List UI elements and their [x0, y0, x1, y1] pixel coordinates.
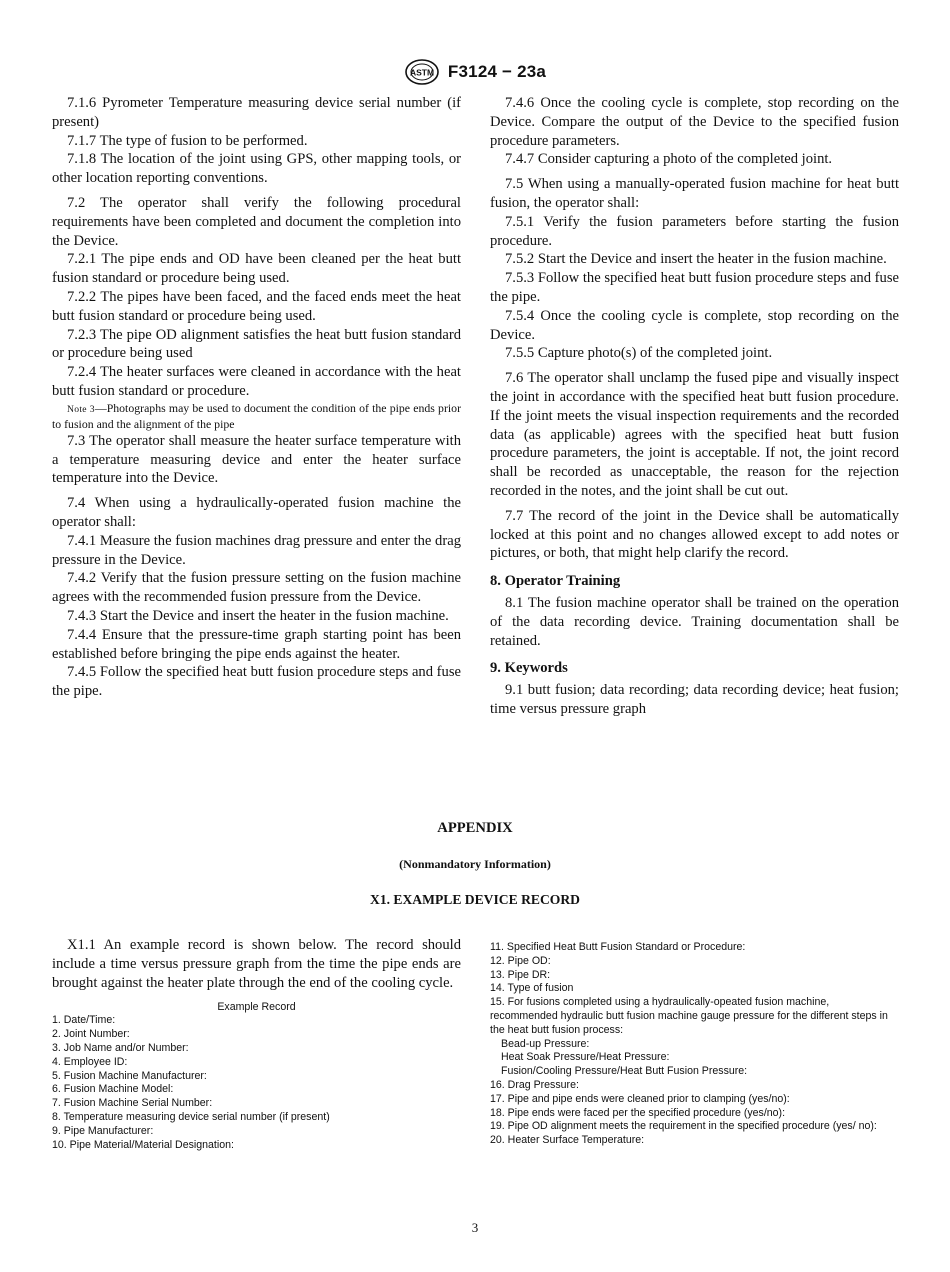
- appendix-left-column: [52, 936, 461, 1152]
- paragraph: 7.4.3 Start the Device and insert the heater in the fusion machine.: [67, 607, 449, 624]
- note-3: [52, 401, 461, 432]
- record-list-left: [52, 1014, 461, 1152]
- page-number: 3: [471, 1220, 479, 1235]
- paragraph: 7.3 The operator shall measure the heater surface temperature with a temperature measuring device and enter the heater surface temperature into the Device.: [52, 432, 461, 487]
- appendix-right-column: [490, 941, 899, 1148]
- right-column: [490, 94, 899, 719]
- paragraph: 7.2.2 The pipes have been faced, and the faced ends meet the heat butt fusion standard or procedure being used.: [52, 288, 461, 324]
- paragraph: 7.1.8 The location of the joint using GPS, other mapping tools, or other location reporting conventions.: [52, 151, 461, 187]
- record-item: 19. Pipe OD alignment meets the requirement in the specified procedure (yes/ no):: [490, 1120, 877, 1133]
- paragraph: 7.4.5 Follow the specified heat butt fusion procedure steps and fuse the pipe.: [52, 664, 461, 700]
- paragraph: 7.4.2 Verify that the fusion pressure setting on the fusion machine agrees with the recommended fusion pressure from the Device.: [52, 570, 461, 606]
- paragraph: 7.7 The record of the joint in the Device shall be automatically locked at this point and no changes allowed except to add notes or pictures, or both, that might help clarify the record.: [490, 507, 899, 562]
- paragraph: 7.4 When using a hydraulically-operated fusion machine the operator shall:: [52, 495, 461, 530]
- paragraph: 7.5.3 Follow the specified heat butt fusion procedure steps and fuse the pipe.: [490, 270, 899, 305]
- appendix-x1-heading: X1. EXAMPLE DEVICE RECORD: [370, 892, 580, 907]
- page-header: [0, 58, 950, 86]
- logo-text: ASTM: [409, 67, 434, 78]
- paragraph: 7.1.7 The type of fusion to be performed.: [67, 132, 308, 149]
- paragraph: 7.5.2 Start the Device and insert the heater in the fusion machine.: [505, 251, 887, 268]
- paragraph: 7.4.7 Consider capturing a photo of the completed joint.: [505, 151, 833, 168]
- paragraph: 7.5.1 Verify the fusion parameters before starting the fusion procedure.: [490, 213, 899, 249]
- record-item: 12. Pipe OD:: [490, 954, 551, 967]
- paragraph: 7.5.5 Capture photo(s) of the completed joint.: [505, 345, 773, 362]
- record-item: 15. For fusions completed using a hydraulically-opeated fusion machine, recommended hydraulic butt fusion machine gauge pressure for the different steps in the heat butt fusion process:: [490, 996, 888, 1036]
- record-item: 4. Employee ID:: [52, 1055, 128, 1068]
- record-item: 11. Specified Heat Butt Fusion Standard or Procedure:: [490, 941, 746, 953]
- record-item: 20. Heater Surface Temperature:: [490, 1134, 645, 1147]
- paragraph: 7.2.1 The pipe ends and OD have been cleaned per the heat butt fusion standard or procedure being used.: [52, 251, 461, 287]
- astm-logo-icon: [404, 58, 440, 86]
- left-column: [52, 94, 461, 701]
- record-subitem: Fusion/Cooling Pressure/Heat Butt Fusion Pressure:: [501, 1065, 748, 1078]
- appendix-title: APPENDIX: [437, 820, 513, 836]
- paragraph: 7.4.6 Once the cooling cycle is complete, stop recording on the Device. Compare the output of the Device to the specified fusion procedure parameters.: [490, 95, 899, 149]
- paragraph: 7.1.6 Pyrometer Temperature measuring device serial number (if present): [52, 95, 461, 130]
- record-item: 7. Fusion Machine Serial Number:: [52, 1097, 213, 1110]
- paragraph: 7.2.3 The pipe OD alignment satisfies the heat butt fusion standard or procedure being used: [52, 326, 461, 362]
- paragraph: 7.6 The operator shall unclamp the fused pipe and visually inspect the joint in accordance with the specified heat butt fusion procedure. If the joint meets the visual inspection requirements and the recorded data (as applicable) agrees with the specified heat butt fusion procedure parameters, the joint is acceptable. If not, the joint record shall be recorded as unacceptable, the reason for the rejection recorded in the notes, and the joint shall be cut out.: [490, 370, 899, 499]
- paragraph: 7.4.4 Ensure that the pressure-time graph starting point has been established before bringing the pipe ends against the heater.: [52, 626, 461, 662]
- record-item: 2. Joint Number:: [52, 1028, 130, 1041]
- note-label: Note 3: [67, 403, 95, 415]
- paragraph: 7.2 The operator shall verify the following procedural requirements have been completed and document the completion into the Device.: [52, 194, 461, 249]
- record-item: 14. Type of fusion: [490, 982, 574, 995]
- record-subitem: Bead-up Pressure:: [501, 1037, 590, 1050]
- paragraph: 9.1 butt fusion; data recording; data recording device; heat fusion; time versus pressure graph: [490, 682, 899, 717]
- paragraph: 7.5 When using a manually-operated fusion machine for heat butt fusion, the operator shall:: [490, 176, 899, 211]
- paragraph: 7.4.1 Measure the fusion machines drag pressure and enter the drag pressure in the Device.: [52, 532, 461, 568]
- record-item: 18. Pipe ends were faced per the specified procedure (yes/no):: [490, 1106, 786, 1119]
- document-designation: F3124 − 23a: [447, 62, 547, 81]
- record-item: 17. Pipe and pipe ends were cleaned prior to clamping (yes/no):: [490, 1092, 790, 1105]
- paragraph: 7.5.4 Once the cooling cycle is complete, stop recording on the Device.: [490, 307, 899, 343]
- record-list-right: [490, 941, 899, 1148]
- record-item: 8. Temperature measuring device serial number (if present): [52, 1110, 330, 1123]
- record-item: 5. Fusion Machine Manufacturer:: [52, 1069, 207, 1082]
- note-text: —Photographs may be used to document the condition of the pipe ends prior to fusion and the alignment of the pipe: [52, 400, 461, 431]
- paragraph: 8.1 The fusion machine operator shall be trained on the operation of the data recording device. Training documentation shall be retained.: [490, 594, 899, 649]
- record-item: 3. Job Name and/or Number:: [52, 1041, 189, 1054]
- record-subitem: Heat Soak Pressure/Heat Pressure:: [501, 1051, 670, 1064]
- section-9-heading: 9. Keywords: [490, 660, 568, 677]
- x1-intro: X1.1 An example record is shown below. The record should include a time versus pressure graph from the time the pipe ends are brought against the heater plate through the end of the cooling cycle.: [52, 937, 461, 991]
- record-item: 16. Drag Pressure:: [490, 1078, 579, 1091]
- record-item: 10. Pipe Material/Material Designation:: [52, 1138, 234, 1151]
- paragraph: 7.2.4 The heater surfaces were cleaned in accordance with the heat butt fusion standard or procedure.: [52, 364, 461, 399]
- record-item: 9. Pipe Manufacturer:: [52, 1124, 154, 1137]
- record-item: 1. Date/Time:: [52, 1014, 116, 1027]
- section-8-heading: 8. Operator Training: [490, 573, 621, 590]
- record-item: 6. Fusion Machine Model:: [52, 1083, 174, 1096]
- record-item: 13. Pipe DR:: [490, 968, 551, 981]
- appendix-subtitle: (Nonmandatory Information): [399, 857, 551, 871]
- record-title: Example Record: [217, 1001, 296, 1014]
